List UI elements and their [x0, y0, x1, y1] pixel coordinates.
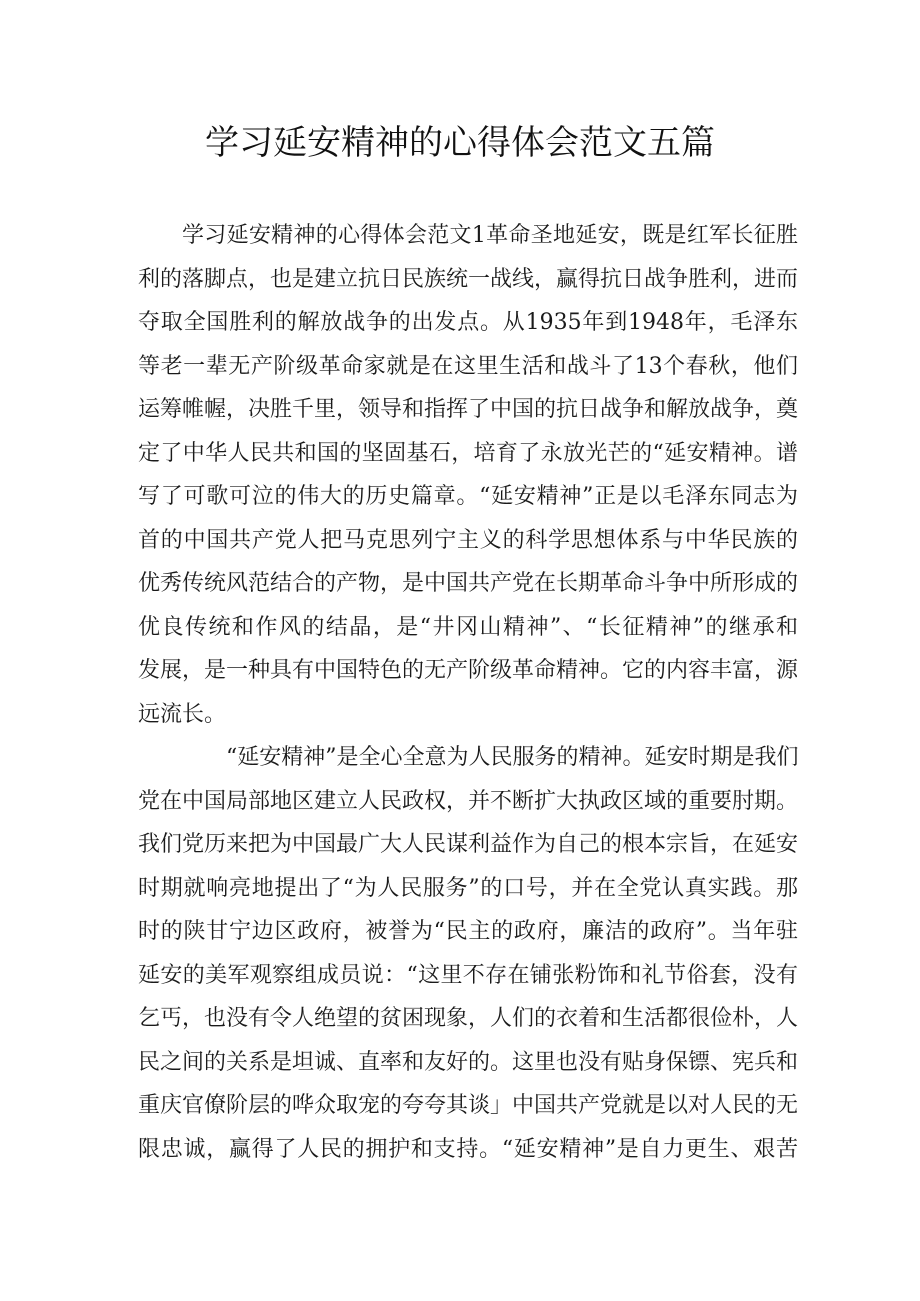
text-line: 民之间的关系是坦诚、直率和友好的。这里也没有贴身保镖、宪兵和: [138, 1049, 798, 1075]
text-line: 发展，是一种具有中国特色的无产阶级革命精神。它的内容丰富，源: [138, 658, 798, 683]
text-line: 利的落脚点，也是建立抗日民族统一战线，赢得抗日战争胜利，进而: [138, 266, 798, 292]
text-line: 党在中国局部地区建立人民政权，并不断扩大执政区域的重要肘期。: [138, 788, 798, 814]
text-line: 夺取全国胜利的解放战争的出发点。从1935年到1948年，毛泽东: [138, 310, 798, 335]
text-line: 运筹帷幄，决胜千里，领导和指挥了中国的抗日战争和解放战争，奠: [138, 397, 798, 422]
text-line: 限忠诚，赢得了人民的拥护和支持。“延安精神”是自力更生、艰苦: [138, 1136, 798, 1162]
text-line: 优良传统和作风的结晶，是“井冈山精神”、“长征精神”的继承和: [138, 614, 798, 640]
paragraph-1: [138, 214, 798, 736]
text-line: 乞丐，也没有令人绝望的贫困现象，人们的衣着和生活都很俭朴，人: [138, 1006, 798, 1031]
text-line: 时的陕甘宁边区政府，被誉为“民主的政府，廉洁的政府”。当年驻: [138, 919, 798, 944]
text-line: 优秀传统风范结合的产物，是中国共产党在长期革命斗争中所形成的: [138, 571, 798, 596]
text-line: 延安的美军观察组成员说：“这里不存在铺张粉饰和礼节俗套，没有: [138, 962, 798, 988]
text-line: 时期就响亮地提出了“为人民服务”的口号，并在全党认真实践。那: [138, 875, 798, 901]
paragraph-2: [138, 736, 798, 1171]
text-line: 定了中华人民共和国的坚固基石，培育了永放光芒的“延安精神。谱: [138, 440, 798, 466]
text-line: 学习延安精神的心得体会范文1革命圣地延安，既是红军长征胜: [182, 223, 798, 248]
text-line: 写了可歌可泣的伟大的历史篇章。“延安精神”正是以毛泽东同志为: [138, 484, 798, 509]
text-line: 等老一辈无产阶级革命家就是在这里生活和战斗了13个春秋，他们: [138, 353, 798, 379]
document-title: 学习延安精神的心得体会范文五篇: [205, 123, 715, 163]
document-body: [138, 214, 798, 1171]
text-line: 远流长。: [138, 701, 227, 727]
text-line: 首的中国共产党人把马克思列宁主义的科学思想体系与中华民族的: [138, 527, 798, 553]
text-line: 重庆官僚阶层的哗众取宠的夸夸其谈」中国共产党就是以对人民的无: [138, 1093, 798, 1118]
text-line: “延安精神”是全心全意为人民服务的精神。延安时期是我们: [226, 745, 798, 770]
text-line: 我们党历来把为中国最广大人民谋利益作为自己的根本宗旨，在延安: [138, 832, 798, 857]
